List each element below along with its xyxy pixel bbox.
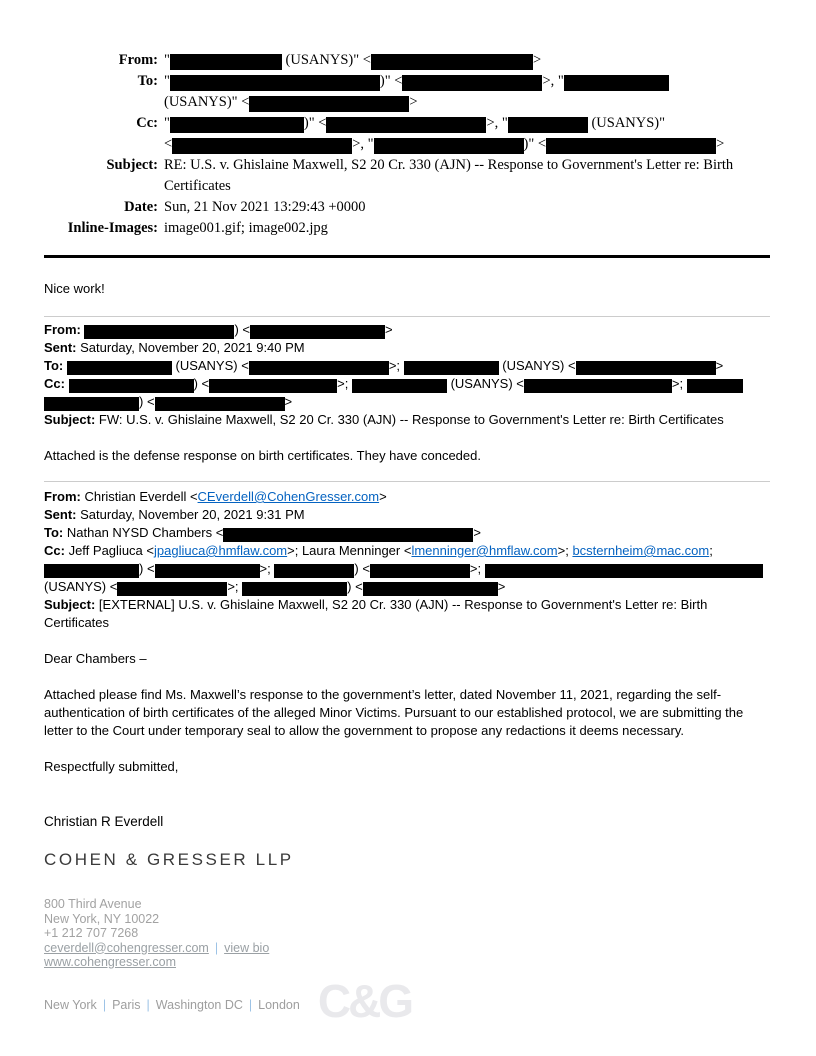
- header-field-label: Subject:: [106, 157, 158, 173]
- text-run: (USANYS) <: [171, 358, 249, 373]
- text-run: >: [532, 52, 542, 68]
- text-run: >: [497, 579, 506, 594]
- header-field-row: [44, 155, 770, 197]
- text-run: ) <: [139, 394, 155, 409]
- text-run: (USANYS) <: [44, 579, 118, 594]
- redaction-bar: [546, 138, 716, 154]
- text-run: Saturday, November 20, 2021 9:31 PM: [80, 507, 305, 522]
- text-run: >;: [227, 579, 243, 594]
- paragraph: Attached is the defense response on birth certificates. They have conceded.: [44, 448, 481, 463]
- text-run: Christian Everdell <: [84, 489, 198, 504]
- field-label: Sent:: [44, 507, 77, 522]
- header-value-line: [164, 155, 770, 197]
- text-run: ;: [709, 543, 713, 558]
- redaction-bar: [67, 361, 172, 375]
- header-field-label: Date:: [124, 199, 158, 215]
- redaction-bar: [44, 564, 139, 578]
- text-run: >: [379, 489, 387, 504]
- field-label: Subject:: [44, 597, 96, 612]
- redaction-bar: [249, 96, 409, 112]
- field-label: Subject:: [44, 412, 96, 427]
- signature-email-link[interactable]: ceverdell@cohengresser.com: [44, 940, 209, 955]
- header-value-line: [164, 197, 770, 218]
- redaction-bar: [249, 361, 389, 375]
- field-label: From:: [44, 489, 81, 504]
- redaction-bar: [172, 138, 352, 154]
- email-link[interactable]: jpagliuca@hmflaw.com: [153, 543, 288, 558]
- redaction-bar: [250, 325, 385, 339]
- header-field-label: To:: [137, 73, 158, 89]
- header-field-value: [164, 50, 770, 71]
- text-run: >;: [469, 561, 485, 576]
- redaction-bar: [374, 138, 524, 154]
- field-line: [44, 339, 770, 357]
- text-run: >, ": [486, 115, 508, 131]
- header-value-line: [164, 50, 770, 71]
- text-run: ) <: [347, 579, 363, 594]
- redaction-bar: [508, 117, 588, 133]
- header-field-value: [164, 155, 770, 197]
- address-line: 800 Third Avenue: [44, 897, 142, 911]
- office-locations: [44, 996, 300, 1014]
- text-run: <: [164, 136, 173, 152]
- text-run: >;: [259, 561, 275, 576]
- field-label: To:: [44, 525, 64, 540]
- header-field-row: [44, 71, 770, 113]
- view-bio-link[interactable]: view bio: [224, 940, 270, 955]
- text-run: (USANYS) <: [498, 358, 576, 373]
- firm-logotype: COHEN & GRESSER LLP: [44, 850, 294, 869]
- quoted-email-divider: [44, 481, 770, 482]
- office-city: New York: [44, 997, 97, 1012]
- text-run: (USANYS)" <: [164, 94, 250, 110]
- signature-links-line: [44, 941, 770, 956]
- text-run: ) <: [354, 561, 370, 576]
- text-run: FW: U.S. v. Ghislaine Maxwell, S2 20 Cr. 330 (AJN) -- Response to Government's Letter re: Birth Certificates: [98, 412, 724, 427]
- header-field-label: Cc:: [136, 115, 158, 131]
- header-field-label: From:: [118, 52, 158, 68]
- redaction-bar: [84, 325, 234, 339]
- header-value-line: [164, 92, 770, 113]
- text-run: (USANYS)": [587, 115, 666, 131]
- redaction-bar: [155, 397, 285, 411]
- text-run: ": [164, 115, 170, 131]
- text-run: ) <: [139, 561, 155, 576]
- header-field-row: [44, 197, 770, 218]
- office-city: Paris: [112, 997, 141, 1012]
- header-value-line: [164, 218, 770, 239]
- redaction-bar: [352, 379, 447, 393]
- text-run: >: [385, 322, 393, 337]
- website-link[interactable]: www.cohengresser.com: [44, 955, 177, 969]
- field-label: Cc:: [44, 376, 65, 391]
- email-link[interactable]: lmenninger@hmflaw.com: [411, 543, 558, 558]
- header-field-value: [164, 113, 770, 155]
- header-field-value: [164, 197, 770, 218]
- text-run: )" <: [379, 73, 403, 89]
- field-label: From:: [44, 322, 81, 337]
- website-line: [44, 955, 770, 970]
- text-run: >, ": [352, 136, 374, 152]
- redaction-bar: [209, 379, 337, 393]
- redaction-bar: [687, 379, 743, 393]
- header-value-line: [164, 113, 770, 134]
- text-run: (USANYS) <: [446, 376, 524, 391]
- text-run: ": [164, 52, 170, 68]
- text-run: Jeff Pagliuca <: [68, 543, 154, 558]
- field-line: [44, 357, 770, 375]
- offices-row: [44, 974, 770, 1027]
- quoted-email-divider: [44, 316, 770, 317]
- field-line: [44, 488, 770, 506]
- redaction-bar: [524, 379, 672, 393]
- text-run: >, ": [542, 73, 564, 89]
- redaction-bar: [370, 564, 470, 578]
- redaction-bar: [274, 564, 354, 578]
- text-run: ) <: [234, 322, 251, 337]
- text-run: >: [284, 394, 293, 409]
- text-run: >;: [388, 358, 404, 373]
- email-link[interactable]: CEverdell@CohenGresser.com: [197, 489, 380, 504]
- field-label: Sent:: [44, 340, 77, 355]
- reply-comment: Nice work!: [44, 281, 105, 296]
- field-line: [44, 524, 770, 542]
- field-line: [44, 375, 770, 393]
- text-run: image001.gif; image002.jpg: [164, 220, 328, 236]
- header-value-line: [164, 134, 770, 155]
- redaction-bar: [404, 361, 499, 375]
- text-run: >: [715, 358, 724, 373]
- text-run: >: [716, 136, 725, 152]
- address-line: New York, NY 10022: [44, 911, 160, 926]
- office-city: Washington DC: [155, 997, 243, 1012]
- redaction-bar: [402, 75, 542, 91]
- header-value-line: [164, 71, 770, 92]
- text-run: ": [164, 73, 170, 89]
- redaction-bar: [485, 564, 763, 578]
- redaction-bar: [117, 582, 227, 596]
- header-field-row: [44, 218, 770, 239]
- redaction-bar: [326, 117, 486, 133]
- redaction-bar: [363, 582, 498, 596]
- field-line: [44, 411, 770, 429]
- pipe-separator: |: [214, 940, 219, 955]
- office-city: London: [258, 997, 300, 1012]
- cg-watermark-logo: C&G: [317, 974, 412, 1027]
- signature-address-block: [44, 897, 770, 970]
- paragraph: Dear Chambers –: [44, 651, 147, 666]
- header-divider: [44, 255, 770, 258]
- text-run: >;: [337, 376, 352, 391]
- quoted-email-1: [44, 321, 770, 465]
- redaction-bar: [564, 75, 669, 91]
- header-field-label: Inline-Images:: [67, 220, 158, 236]
- text-run: (USANYS)" <: [281, 52, 371, 68]
- field-line: [44, 542, 770, 560]
- paragraph: Respectfully submitted,: [44, 759, 179, 774]
- email-link[interactable]: bcsternheim@mac.com: [572, 543, 710, 558]
- text-run: Sun, 21 Nov 2021 13:29:43 +0000: [164, 199, 366, 215]
- redaction-bar: [170, 117, 304, 133]
- text-run: RE: U.S. v. Ghislaine Maxwell, S2 20 Cr. 330 (AJN) -- Response to Government's Letter re: Birth Certificates: [164, 157, 734, 194]
- redaction-bar: [242, 582, 347, 596]
- text-run: )" <: [523, 136, 547, 152]
- field-continuation-line: [44, 560, 770, 578]
- header-field-value: [164, 71, 770, 113]
- redaction-bar: [69, 379, 194, 393]
- redaction-bar: [170, 75, 380, 91]
- quoted-email-2: [44, 488, 770, 776]
- redaction-bar: [576, 361, 716, 375]
- field-continuation-line: [44, 393, 770, 411]
- text-run: Saturday, November 20, 2021 9:40 PM: [80, 340, 305, 355]
- field-line: [44, 321, 770, 339]
- pipe-separator: |: [248, 997, 253, 1012]
- signature-name: Christian R Everdell: [44, 814, 164, 829]
- mail-body: [44, 280, 770, 1027]
- redaction-bar: [371, 54, 533, 70]
- redaction-bar: [223, 528, 473, 542]
- text-run: >;: [557, 543, 573, 558]
- text-run: Nathan NYSD Chambers <: [66, 525, 224, 540]
- field-line: [44, 506, 770, 524]
- paragraph: Attached please find Ms. Maxwell’s response to the government’s letter, dated November 11, 2021, regarding the self-authentication of birth certificates of the alleged Minor Victims. Pursuant to our established protocol, we are submitting the letter to the Court under temporary seal to allow the government to propose any redactions it deems necessary.: [44, 687, 744, 738]
- text-run: >: [473, 525, 481, 540]
- field-label: Cc:: [44, 543, 65, 558]
- field-label: To:: [44, 358, 64, 373]
- redaction-bar: [155, 564, 260, 578]
- pipe-separator: |: [102, 997, 107, 1012]
- text-run: )" <: [303, 115, 327, 131]
- text-run: >: [409, 94, 418, 110]
- field-continuation-line: [44, 578, 770, 596]
- text-run: [EXTERNAL] U.S. v. Ghislaine Maxwell, S2 20 Cr. 330 (AJN) -- Response to Government's Letter re: Birth Certificates: [44, 597, 708, 630]
- text-run: ) <: [193, 376, 210, 391]
- phone-number: +1 212 707 7268: [44, 926, 139, 940]
- header-field-row: [44, 113, 770, 155]
- header-field-value: [164, 218, 770, 239]
- pipe-separator: |: [146, 997, 150, 1012]
- text-run: >; Laura Menninger <: [287, 543, 412, 558]
- header-field-row: [44, 50, 770, 71]
- text-run: >;: [671, 376, 687, 391]
- mail-header: [44, 50, 770, 239]
- field-line: [44, 596, 770, 632]
- redaction-bar: [170, 54, 282, 70]
- redaction-bar: [44, 397, 139, 411]
